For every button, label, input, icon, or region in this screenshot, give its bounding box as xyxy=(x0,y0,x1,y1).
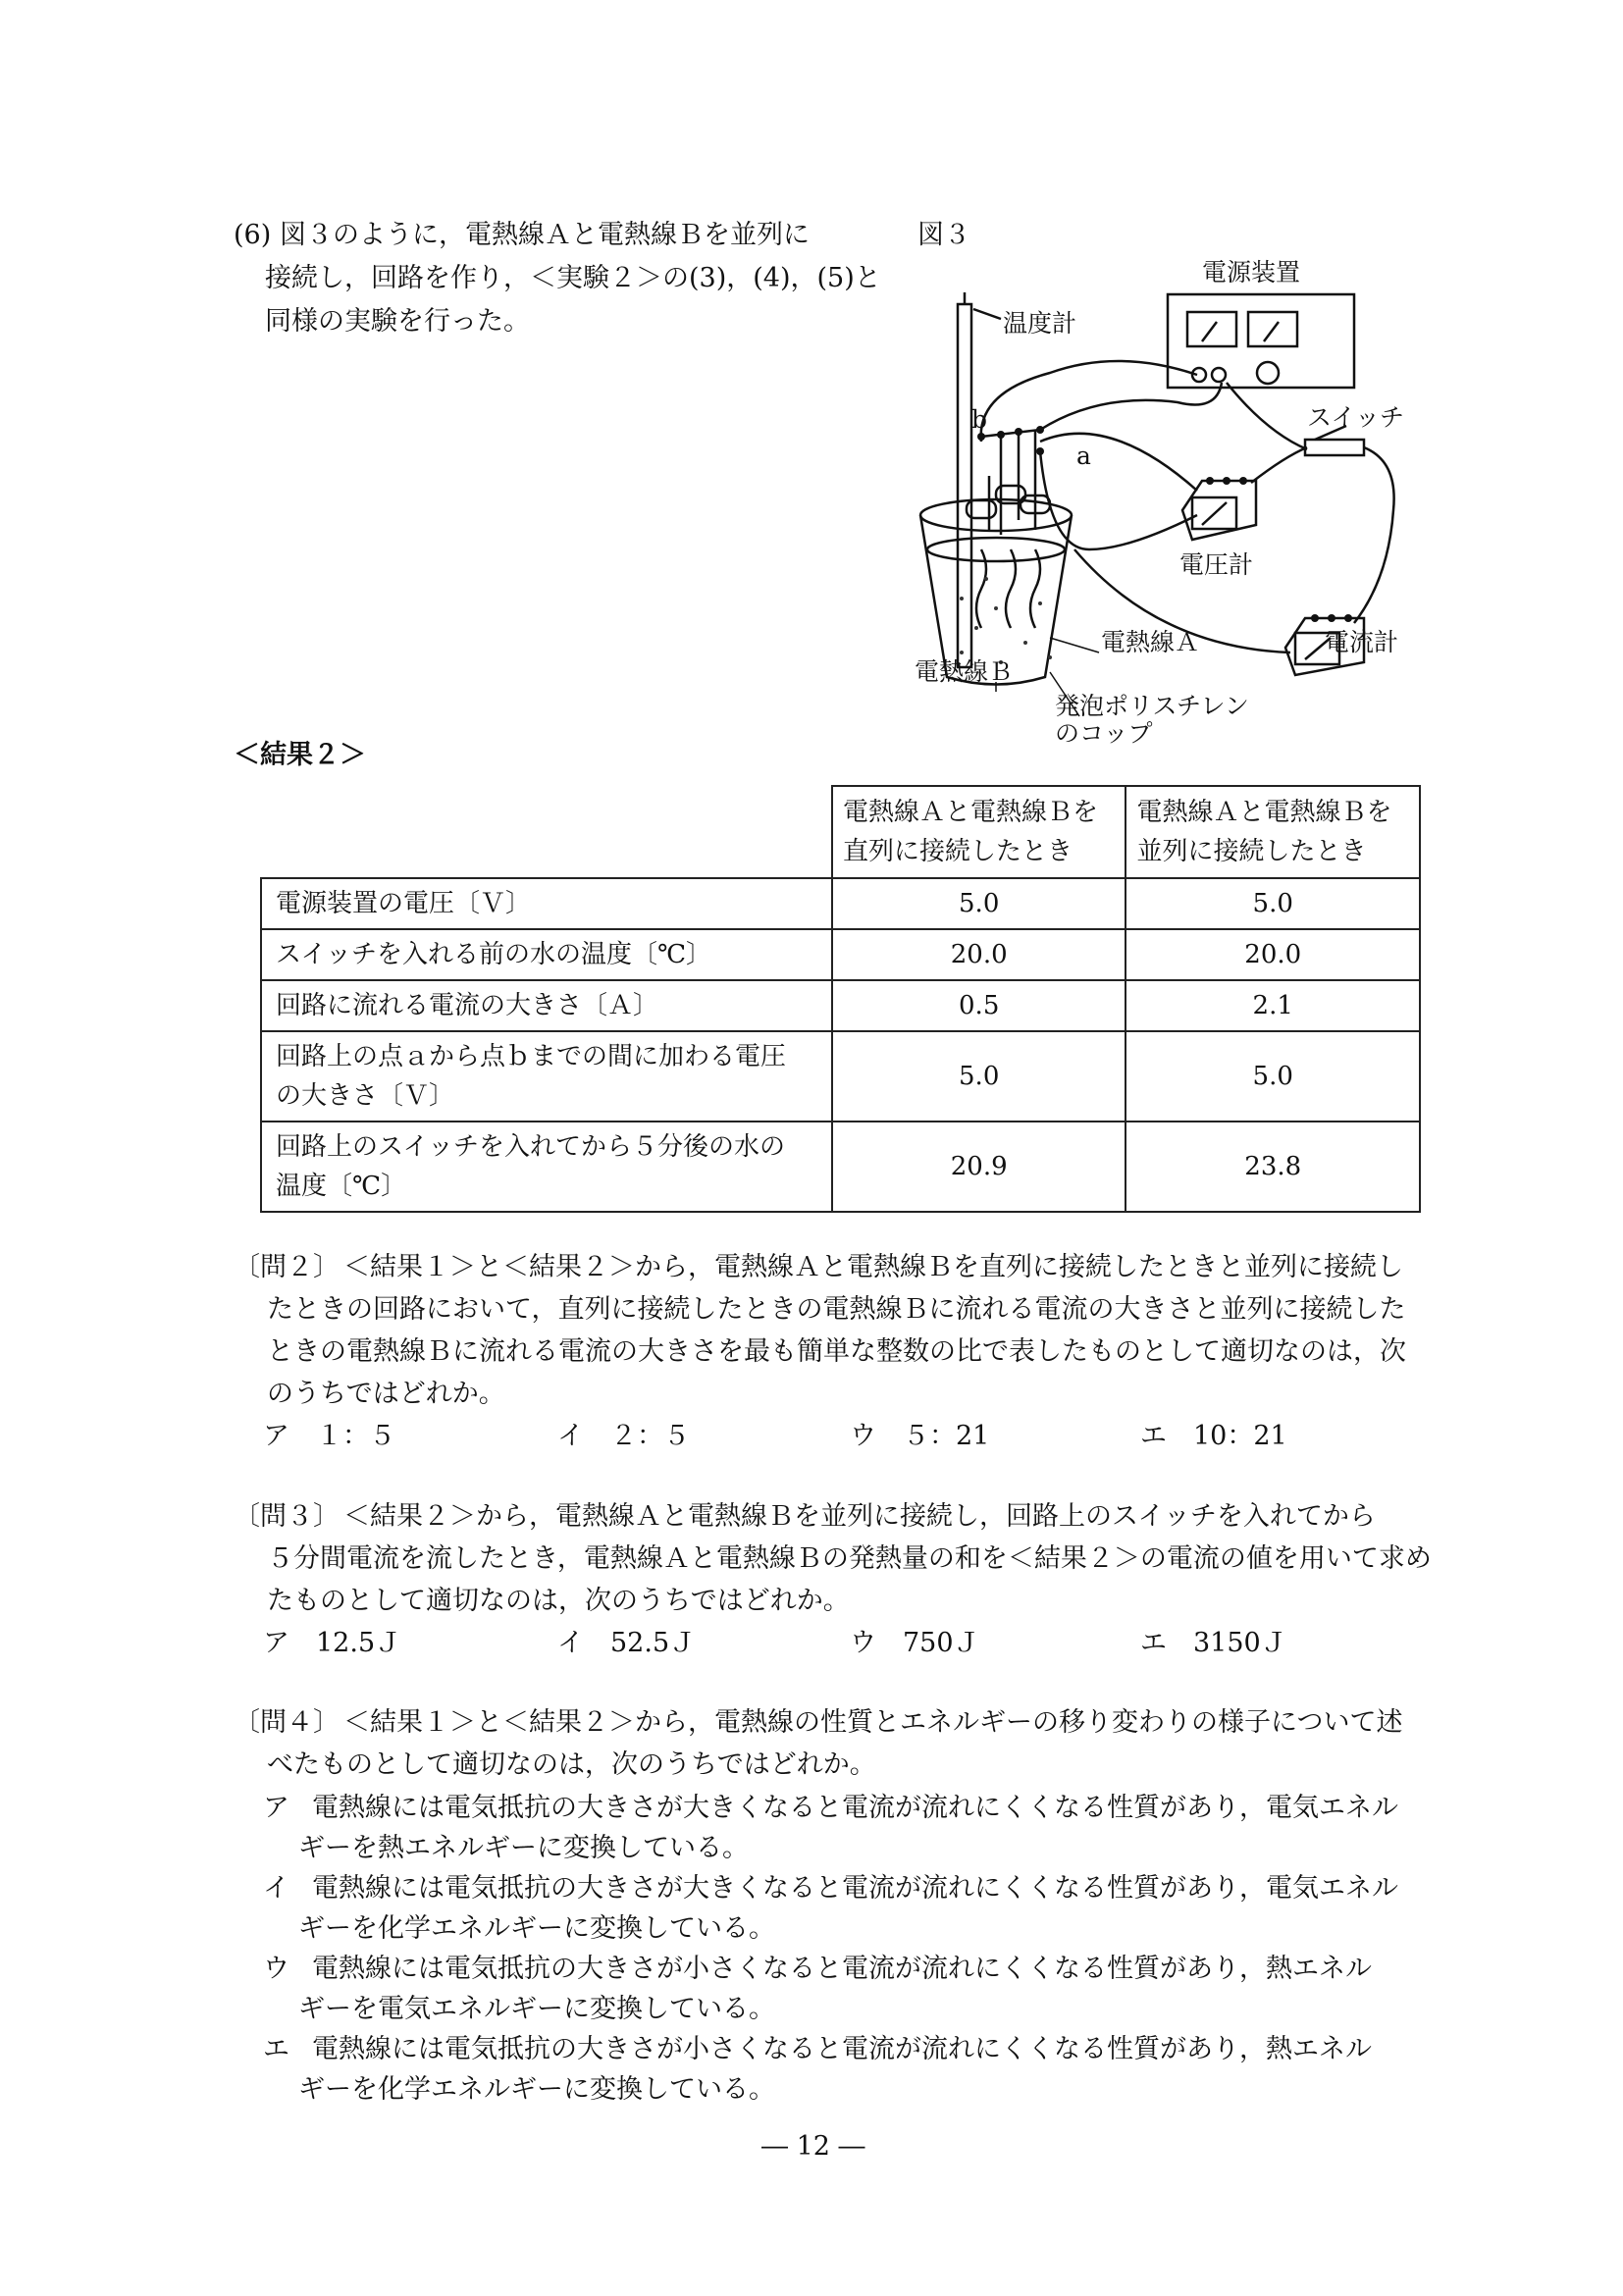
q4-option-i[interactable] xyxy=(263,1868,1398,1949)
label-switch: スイッチ xyxy=(1307,403,1405,432)
q4-option-u-line1: 電熱線には電気抵抗の大きさが小さくなると電流が流れにくくなる性質があり，熱エネル xyxy=(312,1954,1372,1984)
q4-line-1: ＜結果１＞と＜結果２＞から，電熱線の性質とエネルギーの移り変わりの様子について述 xyxy=(343,1707,1403,1738)
q3-choice-a[interactable]: ア 12.5Ｊ xyxy=(263,1628,402,1658)
q6-line-3: 同様の実験を行った。 xyxy=(265,306,530,337)
cell-series: 5.0 xyxy=(832,878,1126,929)
q3-line-2: ５分間電流を流したとき，電熱線Ａと電熱線Ｂの発熱量の和を＜結果２＞の電流の値を用いて求め xyxy=(267,1543,1432,1574)
q4-option-u-line2: ギーを電気エネルギーに変換している。 xyxy=(298,1994,775,2024)
col-header-parallel xyxy=(1126,786,1420,878)
cell-parallel: 20.0 xyxy=(1126,929,1420,980)
cell-parallel: 5.0 xyxy=(1126,878,1420,929)
label-wire-b: 電熱線Ｂ xyxy=(915,657,1014,686)
cell-parallel: 2.1 xyxy=(1126,980,1420,1031)
q2-head: 〔問２〕 xyxy=(234,1252,340,1282)
table-row xyxy=(261,1031,1420,1122)
q4-line-2: べたものとして適切なのは，次のうちではどれか。 xyxy=(267,1749,876,1780)
row-label: スイッチを入れる前の水の温度〔℃〕 xyxy=(261,929,832,980)
row-label-line1: 回路上のスイッチを入れてから５分後の水の xyxy=(276,1132,785,1162)
row-label-line2: 温度〔℃〕 xyxy=(276,1172,407,1201)
cell-parallel: 23.8 xyxy=(1126,1122,1420,1212)
q4-option-i-line1: 電熱線には電気抵抗の大きさが大きくなると電流が流れにくくなる性質があり，電気エネル xyxy=(312,1873,1398,1904)
q4-option-a-line1: 電熱線には電気抵抗の大きさが大きくなると電流が流れにくくなる性質があり，電気エネル xyxy=(312,1793,1398,1823)
cell-series: 0.5 xyxy=(832,980,1126,1031)
q6-line-2: 接続し，回路を作り，＜実験２＞の(3)，(4)，(5)と xyxy=(265,263,881,293)
q3-line-3: たものとして適切なのは，次のうちではどれか。 xyxy=(267,1586,850,1616)
label-point-a: a xyxy=(1076,442,1091,470)
q4-option-e-line2: ギーを化学エネルギーに変換している。 xyxy=(298,2074,775,2105)
cell-series: 20.0 xyxy=(832,929,1126,980)
q6-line-1: 図３のように，電熱線Ａと電熱線Ｂを並列に xyxy=(280,220,810,250)
label-cup-1: 発泡ポリスチレン xyxy=(1055,692,1249,720)
q2-choice-i[interactable]: イ ２：５ xyxy=(557,1421,690,1451)
col-header-series-line2: 直列に接続したとき xyxy=(842,837,1073,866)
q4-option-i-line2: ギーを化学エネルギーに変換している。 xyxy=(298,1913,775,1944)
label-cup-2: のコップ xyxy=(1055,719,1153,748)
cell-parallel: 5.0 xyxy=(1126,1031,1420,1122)
q4-option-u[interactable] xyxy=(263,1949,1372,2029)
q2-line-1: ＜結果１＞と＜結果２＞から，電熱線Ａと電熱線Ｂを直列に接続したときと並列に接続し xyxy=(343,1252,1403,1282)
q2-choice-a[interactable]: ア １：５ xyxy=(263,1421,395,1451)
label-wire-a: 電熱線Ａ xyxy=(1101,628,1200,656)
q4-option-e-mark: エ xyxy=(263,2034,289,2064)
switch xyxy=(1305,440,1364,455)
q4-option-u-mark: ウ xyxy=(263,1954,289,1984)
col-header-series xyxy=(832,786,1126,878)
q3-choice-e[interactable]: エ 3150Ｊ xyxy=(1140,1628,1287,1658)
row-label: 電源装置の電圧〔Ｖ〕 xyxy=(261,878,832,929)
q3-head: 〔問３〕 xyxy=(234,1501,340,1532)
col-header-parallel-line1: 電熱線Ａと電熱線Ｂを xyxy=(1136,798,1392,827)
row-label: 回路に流れる電流の大きさ〔Ａ〕 xyxy=(261,980,832,1031)
table-row xyxy=(261,980,1420,1031)
figure-title: 図３ xyxy=(917,220,970,250)
label-ammeter: 電流計 xyxy=(1325,628,1399,656)
col-header-series-line1: 電熱線Ａと電熱線Ｂを xyxy=(842,798,1098,827)
q2-line-2: たときの回路において，直列に接続したときの電熱線Ｂに流れる電流の大きさと並列に接続した xyxy=(267,1294,1406,1325)
thermometer xyxy=(958,304,971,667)
row-label-line2: の大きさ〔Ｖ〕 xyxy=(276,1081,455,1111)
q4-option-i-mark: イ xyxy=(263,1873,289,1904)
row-label xyxy=(261,1031,832,1122)
table-row xyxy=(261,929,1420,980)
q3-choice-i[interactable]: イ 52.5Ｊ xyxy=(557,1628,697,1658)
label-thermometer: 温度計 xyxy=(1003,309,1077,338)
table-row xyxy=(261,878,1420,929)
q4-option-a-line2: ギーを熱エネルギーに変換している。 xyxy=(298,1833,749,1863)
q4-option-e-line1: 電熱線には電気抵抗の大きさが小さくなると電流が流れにくくなる性質があり，熱エネル xyxy=(312,2034,1372,2064)
cell-series: 20.9 xyxy=(832,1122,1126,1212)
q6-number: (6) xyxy=(234,220,272,250)
q2-choice-u[interactable]: ウ ５：21 xyxy=(850,1421,990,1451)
page-number: ― 12 ― xyxy=(761,2131,865,2162)
q4-head: 〔問４〕 xyxy=(234,1707,340,1738)
label-power-supply: 電源装置 xyxy=(1202,258,1301,287)
label-point-b: b xyxy=(971,405,988,434)
q4-option-e[interactable] xyxy=(263,2029,1372,2110)
q4-option-a[interactable] xyxy=(263,1788,1398,1868)
row-label-line1: 回路上の点ａから点ｂまでの間に加わる電圧 xyxy=(276,1042,787,1071)
results2-heading: ＜結果２＞ xyxy=(234,740,366,770)
q3-line-1: ＜結果２＞から，電熱線Ａと電熱線Ｂを並列に接続し，回路上のスイッチを入れてから xyxy=(343,1501,1376,1532)
cell-series: 5.0 xyxy=(832,1031,1126,1122)
results2-table xyxy=(260,785,1421,1213)
q2-line-4: のうちではどれか。 xyxy=(267,1379,505,1409)
q2-line-3: ときの電熱線Ｂに流れる電流の大きさを最も簡単な整数の比で表したものとして適切なのは，次 xyxy=(267,1336,1406,1367)
table-row xyxy=(261,1122,1420,1212)
col-header-parallel-line2: 並列に接続したとき xyxy=(1136,837,1367,866)
table-header-row xyxy=(261,786,1420,878)
q4-option-a-mark: ア xyxy=(263,1793,289,1823)
table-corner xyxy=(261,786,832,878)
q3-choice-u[interactable]: ウ 750Ｊ xyxy=(850,1628,980,1658)
label-voltmeter: 電圧計 xyxy=(1179,550,1254,579)
row-label xyxy=(261,1122,832,1212)
q2-choice-e[interactable]: エ 10：21 xyxy=(1140,1421,1287,1451)
